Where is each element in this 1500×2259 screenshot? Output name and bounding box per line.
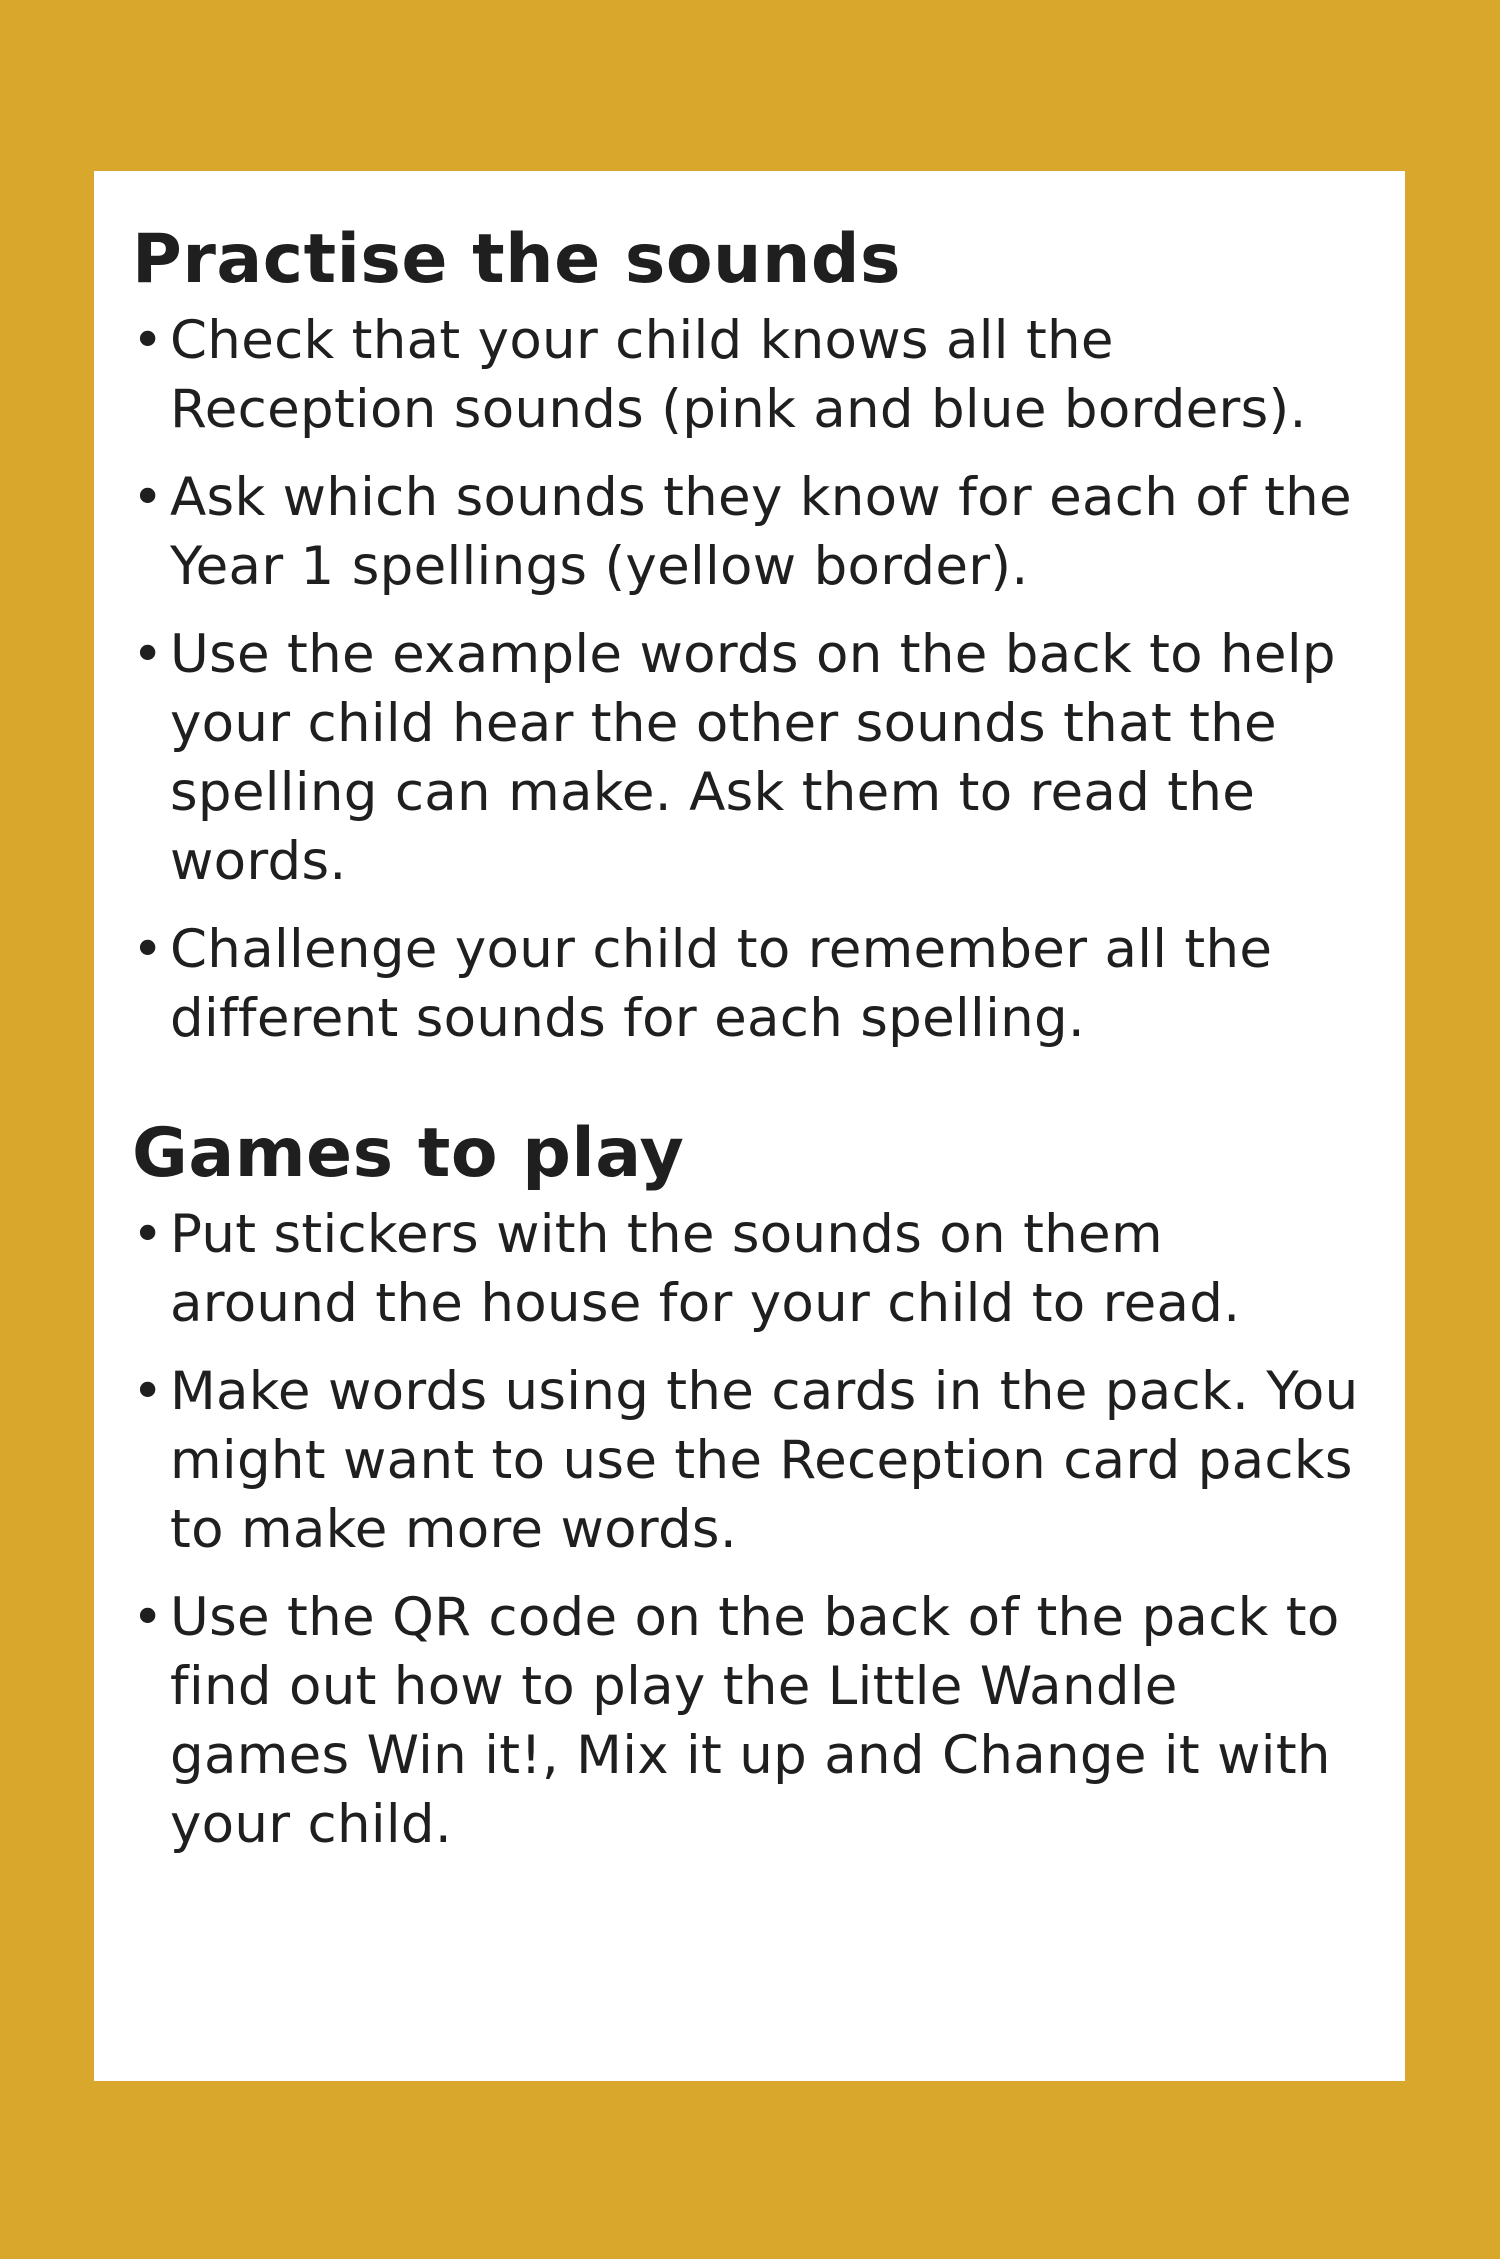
list-item-text: Use the QR code on the back of the pack to find out how to play the Little Wandle games Win it!, Mix it up and Change it with your child.: [170, 1587, 1340, 1855]
list-item-text: Put stickers with the sounds on them around the house for your child to read.: [170, 1204, 1241, 1334]
list-item: [132, 463, 1365, 601]
list-item: [132, 1357, 1365, 1564]
bullet-icon: •: [132, 310, 164, 371]
bullet-icon: •: [132, 624, 164, 685]
section-title-games: Games to play: [132, 1114, 685, 1193]
bullet-icon: •: [132, 1204, 164, 1265]
instruction-card: [94, 171, 1405, 2081]
bullet-icon: •: [132, 1587, 164, 1648]
list-item: [132, 1200, 1365, 1338]
list-item-text: Challenge your child to remember all the different sounds for each spelling.: [170, 919, 1273, 1049]
games-list: [132, 1200, 1365, 1859]
list-item: [132, 1583, 1365, 1859]
bullet-icon: •: [132, 919, 164, 980]
list-item-text: Ask which sounds they know for each of the Year 1 spellings (yellow border).: [170, 467, 1352, 597]
list-item: [132, 306, 1365, 444]
practise-list: [132, 306, 1365, 1053]
section-title-practise: Practise the sounds: [132, 220, 902, 299]
list-item-text: Use the example words on the back to help your child hear the other sounds that the spelling can make. Ask them to read the words.: [170, 624, 1336, 892]
bullet-icon: •: [132, 1361, 164, 1422]
list-item-text: Check that your child knows all the Reception sounds (pink and blue borders).: [170, 310, 1307, 440]
list-item-text: Make words using the cards in the pack. You might want to use the Reception card packs to make more words.: [170, 1361, 1359, 1560]
bullet-icon: •: [132, 467, 164, 528]
list-item: [132, 620, 1365, 896]
list-item: [132, 915, 1365, 1053]
